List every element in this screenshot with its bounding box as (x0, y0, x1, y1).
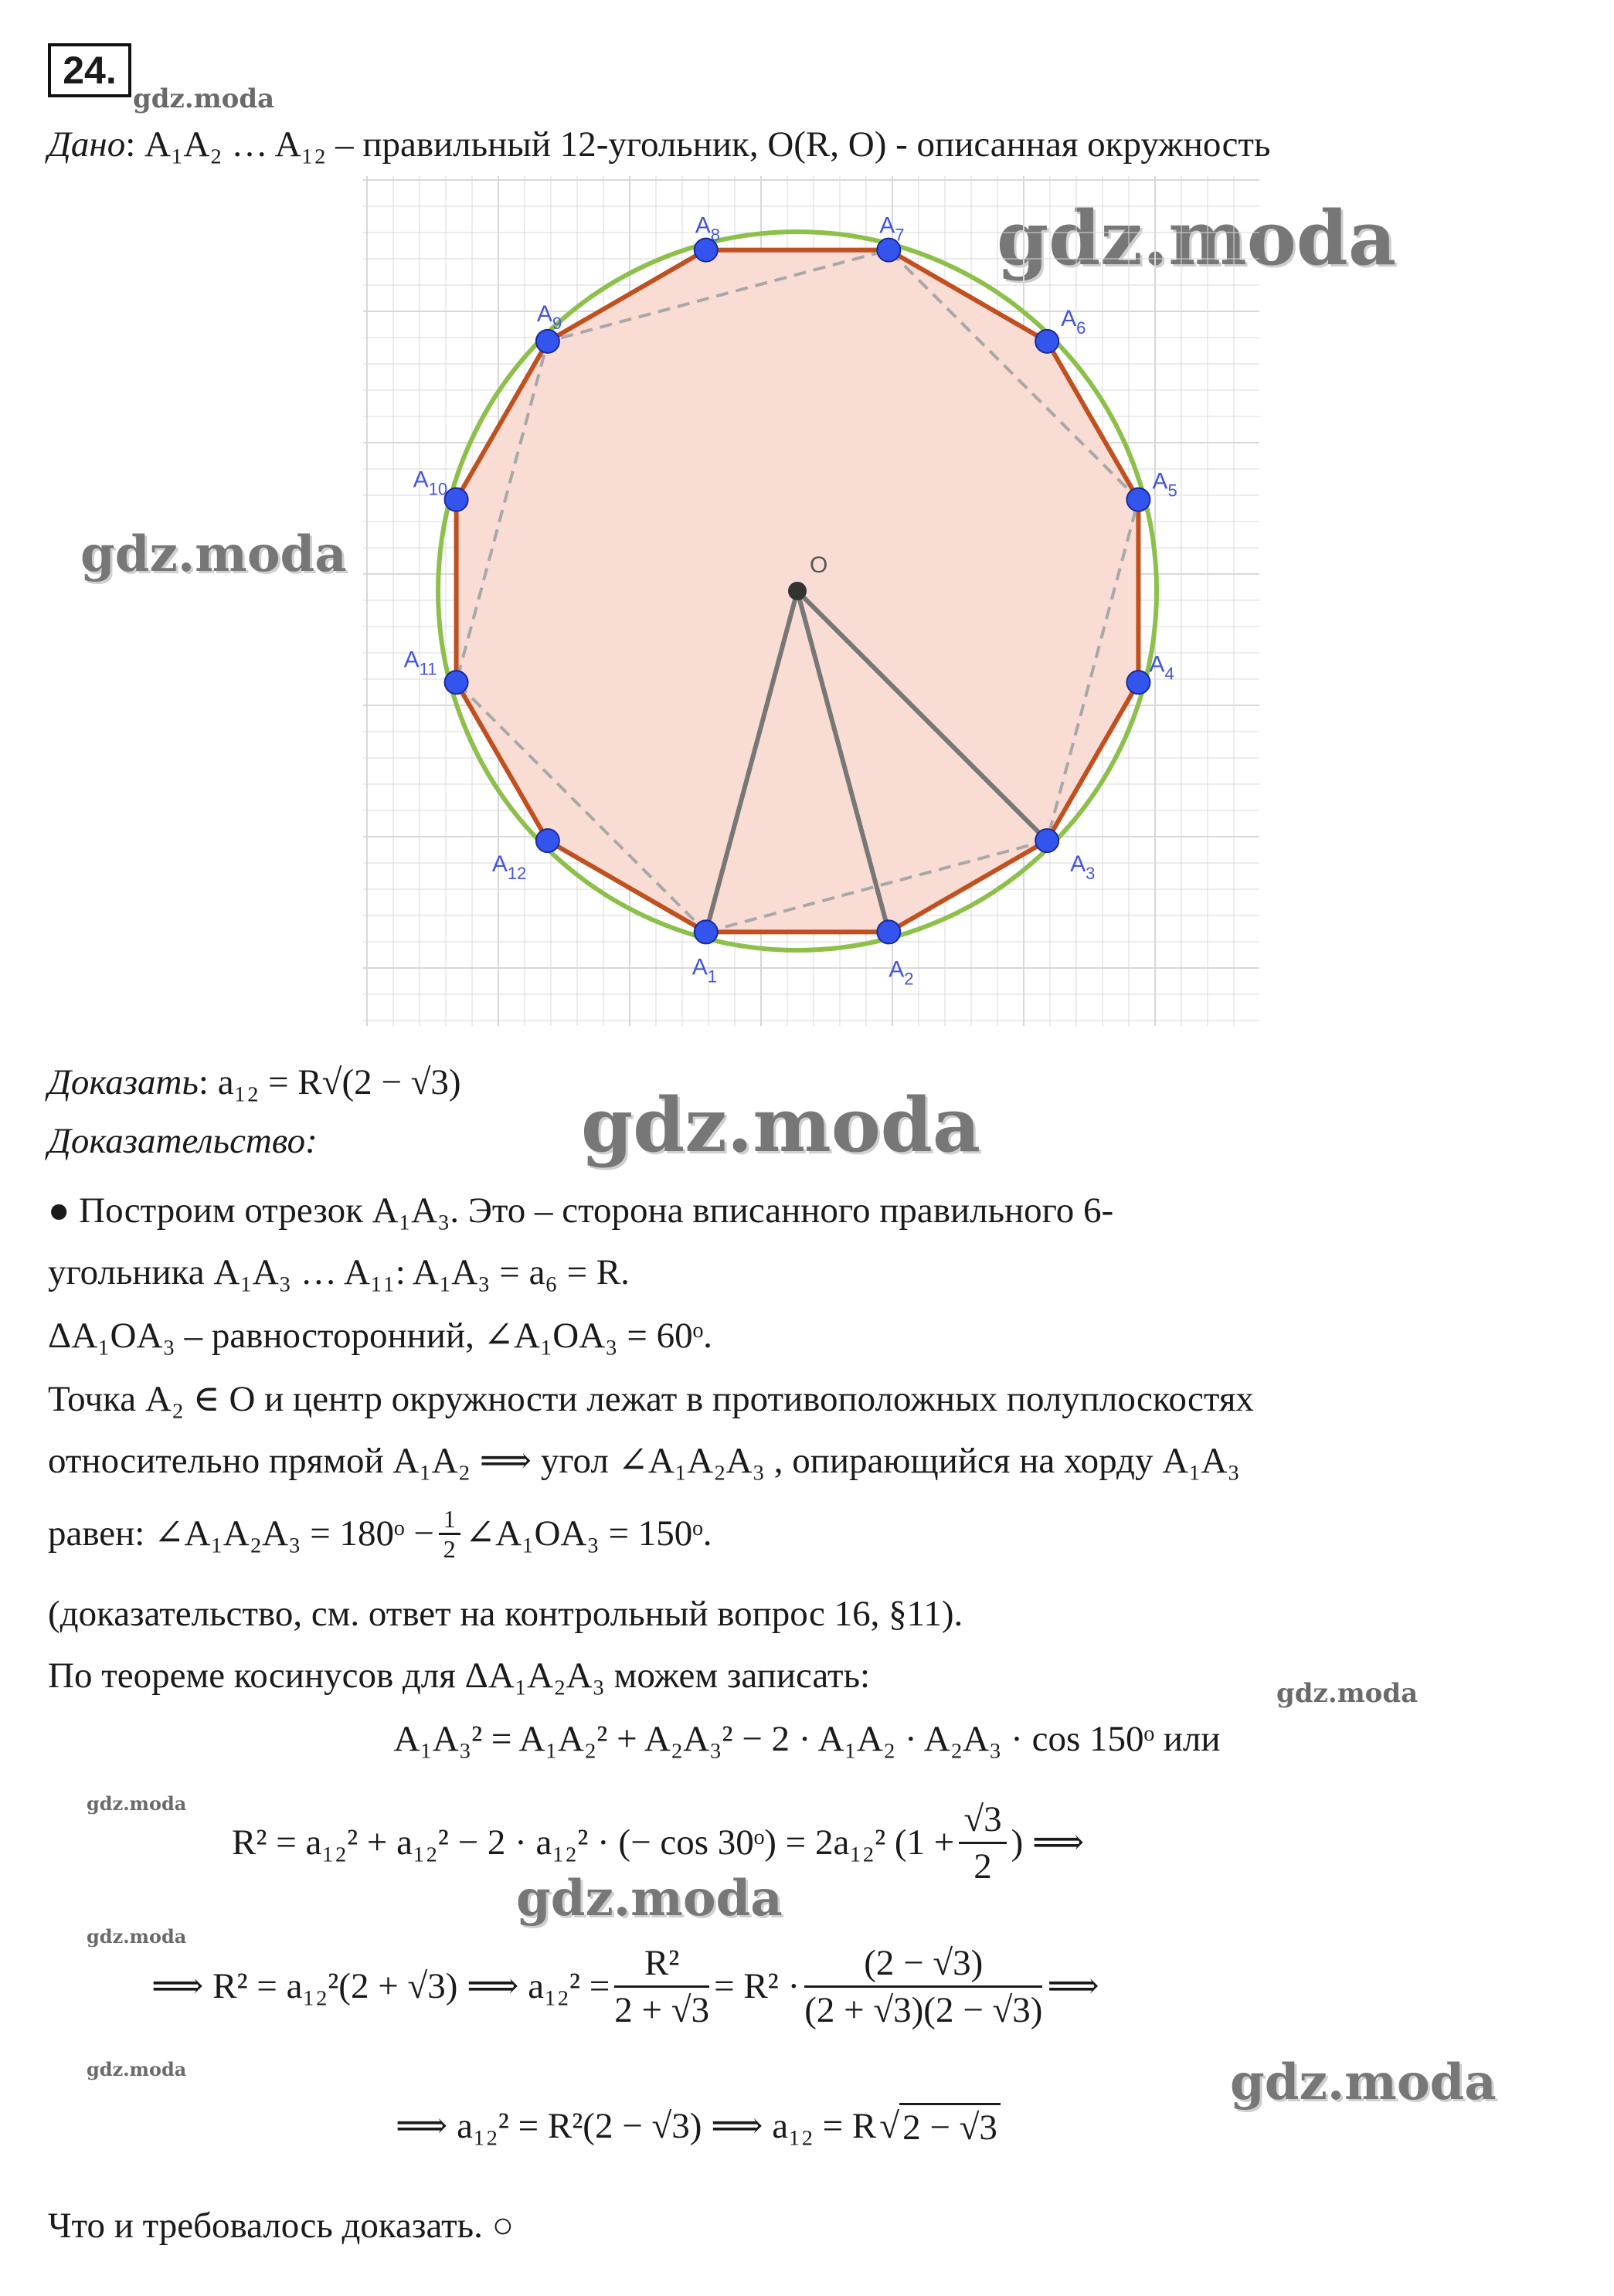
problem-number: 24. (48, 43, 131, 97)
vertex-label: $A_2$ (889, 956, 914, 989)
watermark: gdz.moda (516, 1870, 783, 1927)
vertex-point (445, 488, 468, 511)
vertex-point (1126, 671, 1150, 694)
proof-line-6 (48, 1499, 712, 1568)
proof-line-1: ● Построим отрезок A₁A₃. Это – сторона вписанного правильного 6- (48, 1190, 1114, 1231)
watermark: gdz.moda (87, 1792, 187, 1815)
proof-line-7: (доказательство, см. ответ на контрольный вопрос 16, §11). (48, 1594, 963, 1634)
watermark: gdz.moda (581, 1082, 981, 1169)
vertex-label: $A_4$ (1149, 651, 1174, 684)
vertex-label: $A_{11}$ (403, 647, 437, 679)
formula-4-start: ⟹ a₁₂² = R²(2 − √3) ⟹ a₁₂ = R (396, 2106, 877, 2146)
sqrt-radicand: 2 − √3 (899, 2103, 1001, 2150)
prove-statement (48, 1060, 461, 1105)
vertex-point (536, 330, 559, 353)
proof-line-4: Точка A₂ ∈ O и центр окружности лежат в противоположных полуплоскостях (48, 1379, 1254, 1419)
given-label: Дано (48, 124, 126, 165)
fraction-denominator: 2 (443, 1534, 456, 1563)
given-text: : A₁A₂ … A₁₂ – правильный 12-угольник, O(R, O) - описанная окружность (125, 124, 1271, 165)
proof-line-6-end: ∠A₁OA₃ = 150ᵒ. (464, 1513, 712, 1554)
given-statement (48, 122, 1270, 167)
watermark: gdz.moda (1276, 1678, 1419, 1709)
center-label: O (810, 552, 828, 578)
watermark: gdz.moda (80, 525, 347, 583)
fraction-denominator: 2 (973, 1846, 992, 1887)
proof-line-2: угольника A₁A₃ … A₁₁: A₁A₃ = a₆ = R. (48, 1252, 630, 1292)
conclusion: Что и требовалось доказать. ○ (48, 2206, 514, 2246)
formula-4 (396, 2095, 1001, 2157)
vertex-point (445, 671, 468, 694)
proof-line-6-start: равен: ∠A₁A₂A₃ = 180ᵒ − (48, 1513, 434, 1554)
vertex-label: $A_6$ (1061, 305, 1086, 338)
fraction-numerator: √3 (959, 1797, 1006, 1844)
vertex-point (695, 920, 718, 943)
proof-label: Доказательство: (48, 1121, 318, 1161)
prove-label: Доказать (48, 1062, 199, 1102)
vertex-label: $A_{12}$ (491, 851, 527, 884)
watermark: gdz.moda (87, 1925, 187, 1948)
watermark: gdz.moda (997, 195, 1397, 282)
sqrt-sign: √ (879, 2106, 900, 2146)
fraction-conjugate (804, 1941, 1042, 2033)
formula-cosine-law: A₁A₃² = A₁A₂² + A₂A₃² − 2 · A₁A₂ · A₂A₃ · cos 150ᵒ или (393, 1719, 1221, 1759)
formula-2-start: R² = a₁₂² + a₁₂² − 2 · a₁₂² · (− cos 30ᵒ) = 2a₁₂² (1 + (232, 1822, 955, 1863)
proof-line-5: относительно прямой A₁A₂ ⟹ угол ∠A₁A₂A₃ , опирающийся на хорду A₁A₃ (48, 1441, 1240, 1481)
watermark: gdz.moda (87, 2058, 187, 2080)
fraction-numerator: 1 (439, 1505, 460, 1535)
vertex-point (877, 920, 900, 943)
fraction-numerator: (2 − √3) (804, 1941, 1042, 1988)
proof-line-8: По теореме косинусов для ΔA₁A₂A₃ можем записать: (48, 1656, 871, 1696)
vertex-label: $A_5$ (1152, 468, 1177, 501)
fraction-sqrt3-over-2 (959, 1797, 1006, 1889)
vertex-label: $A_{10}$ (413, 467, 448, 499)
fraction-denominator: 2 + √3 (614, 1989, 710, 2030)
vertex-label: $A_3$ (1070, 851, 1096, 884)
vertex-point (536, 829, 559, 852)
formula-3-end: ⟹ (1047, 1966, 1099, 2006)
formula-3 (151, 1928, 1099, 2044)
watermark: gdz.moda (1230, 2053, 1497, 2111)
prove-text: : a₁₂ = R√(2 − √3) (198, 1062, 461, 1102)
center-point (788, 582, 807, 600)
formula-3-middle: = R² · (714, 1966, 800, 2006)
fraction-denominator: (2 + √3)(2 − √3) (804, 1989, 1043, 2030)
fraction-half (439, 1505, 460, 1563)
formula-2-end: ) ⟹ (1011, 1822, 1085, 1863)
vertex-label: $A_8$ (695, 212, 720, 245)
fraction-r2 (614, 1941, 709, 2033)
vertex-label: $A_7$ (879, 212, 905, 245)
formula-2 (232, 1792, 1084, 1893)
fraction-numerator: R² (614, 1941, 709, 1988)
formula-3-start: ⟹ R² = a₁₂²(2 + √3) ⟹ a₁₂² = (151, 1966, 610, 2006)
watermark: gdz.moda (133, 83, 275, 114)
vertex-label: $A_1$ (691, 954, 717, 987)
vertex-point (1035, 330, 1058, 353)
vertex-point (1035, 829, 1058, 852)
proof-line-3: ΔA₁OA₃ – равносторонний, ∠A₁OA₃ = 60ᵒ. (48, 1316, 712, 1356)
dodecagon-figure (363, 176, 1259, 1026)
vertex-label: $A_9$ (536, 301, 562, 333)
vertex-point (1126, 488, 1150, 511)
